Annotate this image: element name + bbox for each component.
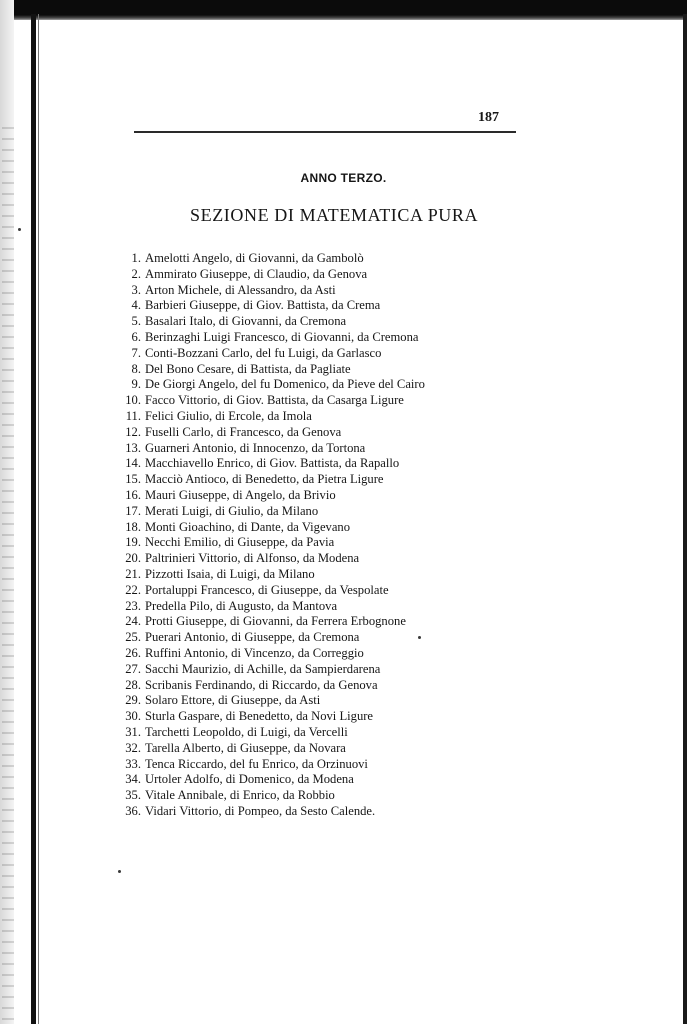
entry-number: 1.: [131, 251, 141, 265]
entry-number: 28.: [125, 677, 141, 692]
entry-number: 32.: [125, 740, 141, 755]
entry-text: Paltrinieri Vittorio, di Alfonso, da Modena: [145, 551, 360, 566]
entry-number: 22.: [125, 582, 141, 597]
entry-number: 9.: [131, 377, 141, 392]
entry-number: 21.: [125, 566, 141, 581]
entry-text: Macciò Antioco, di Benedetto, da Pietra Ligure: [145, 472, 384, 487]
page-speck: [18, 228, 21, 231]
entry-number: 3.: [131, 282, 141, 297]
entry-text: Ammirato Giuseppe, di Claudio, da Genova: [145, 266, 368, 281]
student-list: [110, 251, 425, 820]
student-entry: [110, 409, 425, 425]
entry-number: 7.: [131, 345, 141, 360]
page-top-shadow: [0, 0, 687, 20]
entry-text: Guarneri Antonio, di Innocenzo, da Tortona: [145, 440, 366, 455]
entry-text: Protti Giuseppe, di Giovanni, da Ferrera Erbognone: [145, 614, 406, 629]
student-entry: [110, 788, 425, 804]
student-entry: [110, 267, 425, 283]
entry-text: Del Bono Cesare, di Battista, da Pagliate: [145, 361, 351, 376]
student-entry: [110, 741, 425, 757]
entry-text: Puerari Antonio, di Giuseppe, da Cremona: [145, 630, 360, 645]
entry-text: Arton Michele, di Alessandro, da Asti: [145, 282, 336, 297]
entry-text: Tarchetti Leopoldo, di Luigi, da Vercelli: [145, 724, 348, 739]
entry-number: 18.: [125, 519, 141, 534]
entry-number: 5.: [131, 314, 141, 329]
entry-text: De Giorgi Angelo, del fu Domenico, da Pieve del Cairo: [145, 377, 425, 392]
entry-number: 27.: [125, 661, 141, 676]
entry-text: Mauri Giuseppe, di Angelo, da Brivio: [145, 487, 336, 502]
student-entry: [110, 662, 425, 678]
entry-text: Sturla Gaspare, di Benedetto, da Novi Ligure: [145, 709, 374, 724]
student-entry: [110, 804, 425, 820]
entry-number: 8.: [131, 361, 141, 376]
entry-text: Scribanis Ferdinando, di Riccardo, da Genova: [145, 677, 378, 692]
entry-number: 11.: [125, 408, 141, 423]
entry-number: 30.: [125, 709, 141, 724]
entry-text: Barbieri Giuseppe, di Giov. Battista, da Crema: [145, 298, 381, 313]
entry-number: 13.: [125, 440, 141, 455]
student-entry: [110, 646, 425, 662]
entry-text: Conti-Bozzani Carlo, del fu Luigi, da Garlasco: [145, 345, 382, 360]
page-number: 187: [478, 110, 499, 125]
entry-number: 6.: [131, 329, 141, 344]
entry-text: Amelotti Angelo, di Giovanni, da Gambolò: [145, 251, 364, 265]
entry-text: Solaro Ettore, di Giuseppe, da Asti: [145, 693, 321, 708]
entry-number: 4.: [131, 298, 141, 313]
entry-number: 33.: [125, 756, 141, 771]
entry-number: 25.: [125, 630, 141, 645]
entry-number: 24.: [125, 614, 141, 629]
entry-text: Tenca Riccardo, del fu Enrico, da Orzinuovi: [145, 756, 368, 771]
student-entry: [110, 472, 425, 488]
student-entry: [110, 772, 425, 788]
year-heading: ANNO TERZO.: [300, 171, 387, 185]
student-entry: [110, 757, 425, 773]
page-speck: [118, 870, 121, 873]
entry-text: Basalari Italo, di Giovanni, da Cremona: [145, 314, 347, 329]
entry-number: 15.: [125, 472, 141, 487]
student-entry: [110, 456, 425, 472]
entry-text: Monti Gioachino, di Dante, da Vigevano: [145, 519, 351, 534]
entry-text: Sacchi Maurizio, di Achille, da Sampierdarena: [145, 661, 381, 676]
entry-number: 23.: [125, 598, 141, 613]
student-entry: [110, 504, 425, 520]
student-entry: [110, 614, 425, 630]
student-entry: [110, 551, 425, 567]
entry-text: Facco Vittorio, di Giov. Battista, da Casarga Ligure: [145, 393, 404, 408]
entry-number: 19.: [125, 535, 141, 550]
entry-number: 34.: [125, 772, 141, 787]
student-entry: [110, 346, 425, 362]
entry-number: 20.: [125, 551, 141, 566]
entry-number: 12.: [125, 424, 141, 439]
binding-line-inner: [38, 14, 39, 1024]
student-entry: [110, 535, 425, 551]
student-entry: [110, 599, 425, 615]
entry-number: 36.: [125, 803, 141, 818]
binding-line: [31, 14, 36, 1024]
entry-number: 16.: [125, 487, 141, 502]
entry-text: Ruffini Antonio, di Vincenzo, da Correggio: [145, 645, 364, 660]
entry-number: 17.: [125, 503, 141, 518]
entry-number: 35.: [125, 788, 141, 803]
student-entry: [110, 314, 425, 330]
entry-text: Urtoler Adolfo, di Domenico, da Modena: [145, 772, 354, 787]
entry-text: Berinzaghi Luigi Francesco, di Giovanni, da Cremona: [145, 329, 419, 344]
student-entry: [110, 725, 425, 741]
entry-text: Macchiavello Enrico, di Giov. Battista, da Rapallo: [145, 456, 400, 471]
entry-number: 10.: [125, 393, 141, 408]
entry-number: 29.: [125, 693, 141, 708]
entry-text: Predella Pilo, di Augusto, da Mantova: [145, 598, 338, 613]
entry-text: Merati Luigi, di Giulio, da Milano: [145, 503, 319, 518]
student-entry: [110, 377, 425, 393]
entry-text: Tarella Alberto, di Giuseppe, da Novara: [145, 740, 346, 755]
student-entry: [110, 330, 425, 346]
entry-number: 26.: [125, 645, 141, 660]
page-right-edge: [683, 14, 687, 1024]
entry-text: Fuselli Carlo, di Francesco, da Genova: [145, 424, 342, 439]
student-entry: [110, 678, 425, 694]
student-entry: [110, 298, 425, 314]
student-entry: [110, 630, 425, 646]
student-entry: [110, 251, 425, 267]
student-entry: [110, 283, 425, 299]
entry-text: Vidari Vittorio, di Pompeo, da Sesto Calende.: [145, 803, 376, 818]
entry-text: Portaluppi Francesco, di Giuseppe, da Vespolate: [145, 582, 389, 597]
student-entry: [110, 393, 425, 409]
student-entry: [110, 567, 425, 583]
student-entry: [110, 583, 425, 599]
entry-text: Necchi Emilio, di Giuseppe, da Pavia: [145, 535, 335, 550]
page-speck: [418, 636, 421, 639]
header-rule: [134, 131, 516, 133]
entry-text: Felici Giulio, di Ercole, da Imola: [145, 408, 312, 423]
student-entry: [110, 520, 425, 536]
entry-text: Pizzotti Isaia, di Luigi, da Milano: [145, 566, 315, 581]
student-entry: [110, 441, 425, 457]
entry-number: 2.: [131, 266, 141, 281]
student-entry: [110, 693, 425, 709]
section-heading: SEZIONE DI MATEMATICA PURA: [190, 205, 479, 225]
entry-text: Vitale Annibale, di Enrico, da Robbio: [145, 788, 335, 803]
entry-number: 14.: [125, 456, 141, 471]
entry-number: 31.: [125, 724, 141, 739]
student-entry: [110, 425, 425, 441]
student-entry: [110, 709, 425, 725]
student-entry: [110, 488, 425, 504]
margin-speckle: [2, 120, 14, 1020]
student-entry: [110, 362, 425, 378]
